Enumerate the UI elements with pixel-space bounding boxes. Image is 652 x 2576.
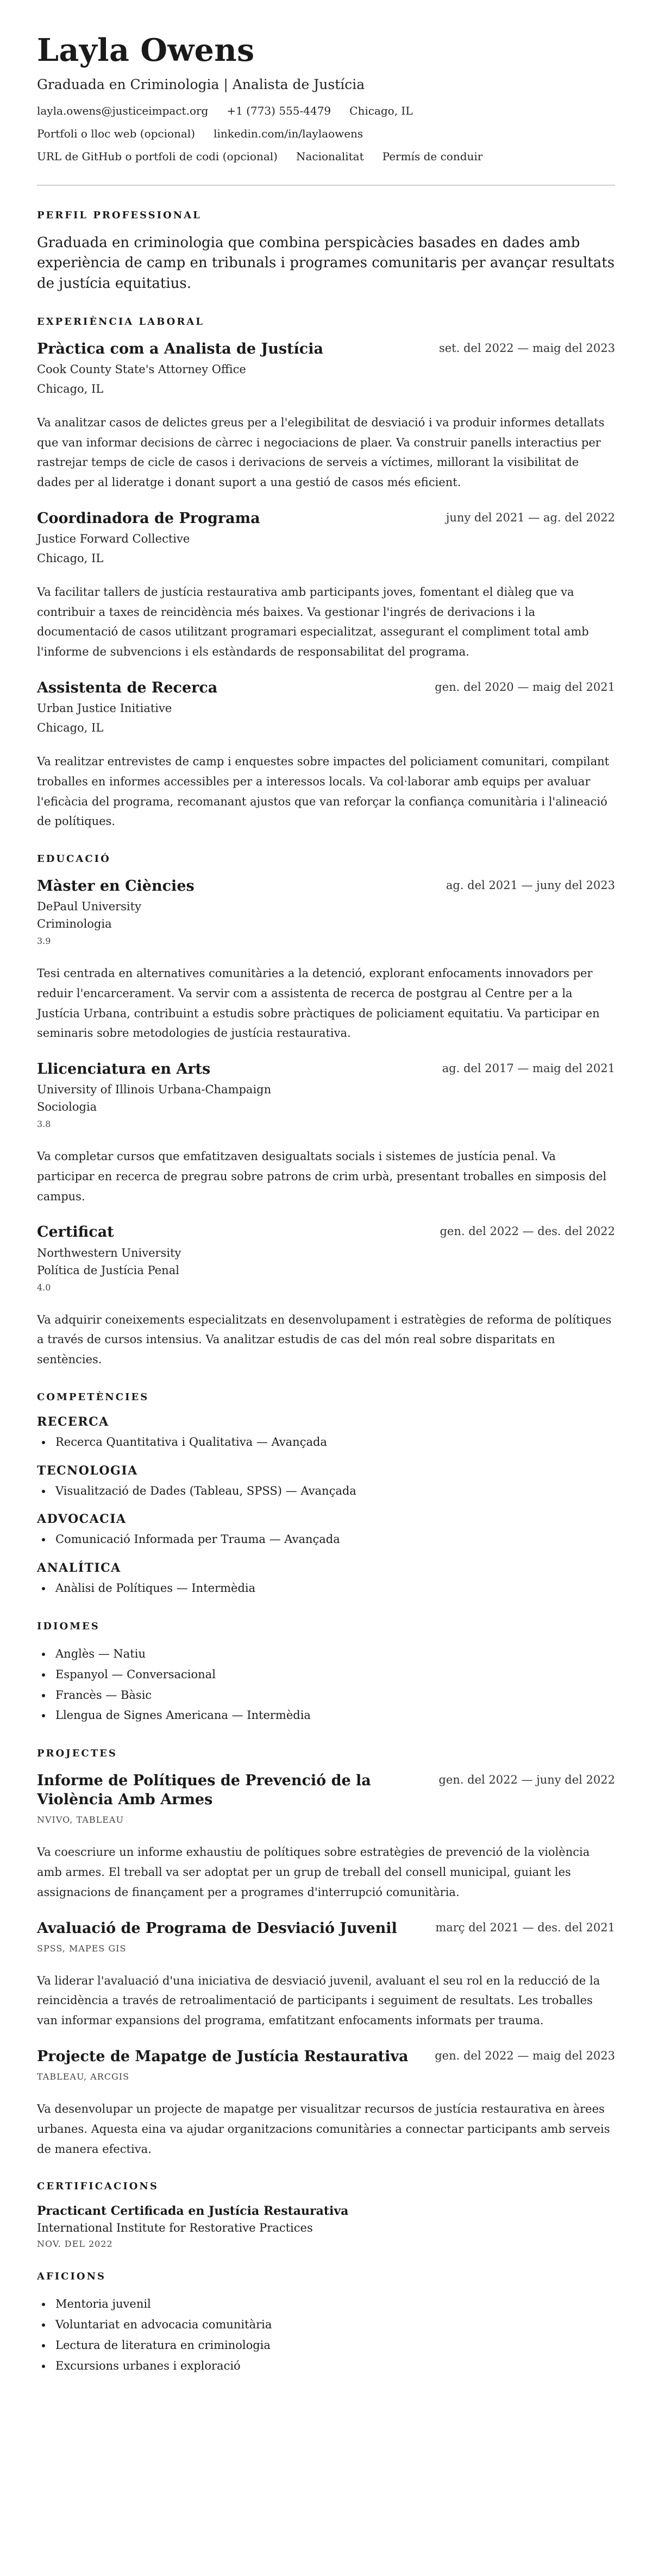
language-item: • Anglès — Natiu <box>52 1644 615 1665</box>
certification-entry <box>37 2204 615 2249</box>
degree-title: Certificat <box>37 1224 114 1241</box>
skill-item: • Anàlisi de Polítiques — Intermèdia <box>52 1578 615 1599</box>
section-title-education: EDUCACIÓ <box>37 853 111 865</box>
skill-group <box>37 1464 615 1502</box>
contact-nationality: Nacionalitat <box>296 149 364 163</box>
hobby-item: • Voluntariat en advocacia comunitària <box>52 2315 615 2335</box>
contact-linkedin[interactable]: linkedin.com/in/laylaowens <box>214 127 363 140</box>
headline: Graduada en Criminologia | Analista de Justícia <box>37 76 365 92</box>
contact-phone[interactable]: +1 (773) 555-4479 <box>227 104 331 117</box>
job-location: Chicago, IL <box>37 382 104 395</box>
degree-description: Tesi centrada en alternatives comunitàries a la detenció, explorant enfocaments innovadors per reduir l'encarcerament. Va servir com a assistenta de recerca de postgrau al Centre per a la Justícia Urbana, contribuint a estudis sobre pràctiques de policiament equitatiu. Va participar en seminaris sobre metodologies de justícia restaurativa. <box>37 967 600 1040</box>
candidate-name: Layla Owens <box>37 32 255 68</box>
field-of-study: Sociologia <box>37 1100 97 1114</box>
project-entry <box>37 2047 615 2159</box>
education-entry <box>37 1060 615 1206</box>
experience-entry <box>37 509 615 662</box>
skill-item: • Comunicació Informada per Trauma — Avançada <box>52 1529 615 1550</box>
education-entry <box>37 877 615 1043</box>
skill-category: RECERCA <box>37 1414 109 1429</box>
degree-title: Màster en Ciències <box>37 878 195 895</box>
section-title-hobbies: AFICIONS <box>37 2271 106 2283</box>
project-dates: gen. del 2022 — maig del 2023 <box>435 2049 615 2062</box>
project-description: Va coescriure un informe exhaustiu de polítiques sobre estratègies de prevenció de la violència amb armes. El treball va ser adoptat per un grup de treball del consell municipal, guiant les assignacions de finançament per a programes d'interrupció comunitària. <box>37 1846 590 1899</box>
degree-description: Va completar cursos que emfatitzaven desigualtats socials i sistemes de justícia penal. Va participar en recerca de pregrau sobre patrons de crim urbà, presentant troballes en simposis del campus. <box>37 1150 607 1203</box>
education-entry <box>37 1223 615 1369</box>
degree-dates: ag. del 2021 — juny del 2023 <box>446 879 615 892</box>
languages-section <box>37 1621 615 1726</box>
contact-location: Chicago, IL <box>349 104 413 117</box>
contact-driving-license: Permís de conduir <box>382 149 483 163</box>
job-employer: Urban Justice Initiative <box>37 702 172 715</box>
education-section <box>37 853 615 1370</box>
language-item: • Llengua de Signes Americana — Intermèdia <box>52 1705 615 1726</box>
hobbies-section <box>37 2271 615 2376</box>
contact-email[interactable]: layla.owens@justiceimpact.org <box>37 104 209 117</box>
job-location: Chicago, IL <box>37 721 104 735</box>
institution: University of Illinois Urbana-Champaign <box>37 1083 272 1097</box>
skills-section <box>37 1391 615 1599</box>
project-description: Va liderar l'avaluació d'una iniciativa de desviació juvenil, avaluant el seu rol en la reducció de la reincidència a través de retroalimentació de participants i seguiment de resultats. Les troballes van informar expansions del programa, emfatitzant enfocaments informats per trauma. <box>37 1974 600 2027</box>
job-title: Coordinadora de Programa <box>37 509 260 527</box>
summary-text: Graduada en criminologia que combina perspicàcies basades en dades amb experiència de camp en tribunals i programes comunitaris per avançar resultats de justícia equitatius. <box>37 234 615 292</box>
project-title: Informe de Polítiques de Prevenció de la Violència Amb Armes <box>37 1772 371 1809</box>
project-entry <box>37 1919 615 2031</box>
job-dates: juny del 2021 — ag. del 2022 <box>446 511 615 524</box>
skill-group <box>37 1415 615 1453</box>
job-location: Chicago, IL <box>37 551 104 565</box>
hobby-item: • Excursions urbanes i exploració <box>52 2356 615 2377</box>
project-tools: TABLEAU, ARCGIS <box>37 2071 130 2082</box>
language-item: • Francès — Bàsic <box>52 1685 615 1706</box>
job-employer: Cook County State's Attorney Office <box>37 362 246 376</box>
contact-github[interactable]: URL de GitHub o portfoli de codi (opcional) <box>37 149 278 163</box>
grade: 3.9 <box>37 936 51 947</box>
project-description: Va desenvolupar un projecte de mapatge per visualitzar recursos de justícia restaurativa en àrees urbanes. Aquesta eina va ajudar organitzacions comunitàries a connectar participants amb serveis de manera efectiva. <box>37 2102 610 2156</box>
certifications-section <box>37 2181 615 2249</box>
degree-title: Llicenciatura en Arts <box>37 1061 211 1078</box>
section-title-skills: COMPETÈNCIES <box>37 1391 149 1403</box>
job-description: Va facilitar tallers de justícia restaurativa amb participants joves, fomentant el diàleg que va contribuir a taxes de reincidència més baixes. Va gestionar l'ingrés de derivacions i la documentació de casos utilitzant programari especialitzat, assegurant el compliment total amb l'informe de subvencions i els estàndards de responsabilitat del programa. <box>37 585 589 659</box>
skill-group <box>37 1512 615 1550</box>
hobby-item: • Mentoria juvenil <box>52 2294 615 2315</box>
institution: Northwestern University <box>37 1246 181 1259</box>
job-description: Va analitzar casos de delictes greus per a l'elegibilitat de desviació i va produir informes detallats que van informar decisions de càrrec i negociacions de plaer. Va construir panells interactius per rastrejar temps de cicle de casos i derivacions de serveis a víctimes, millorant la visibilitat de dades per al lideratge i donant suport a una gestió de casos més eficient. <box>37 415 605 489</box>
job-dates: set. del 2022 — maig del 2023 <box>438 341 615 355</box>
job-description: Va realitzar entrevistes de camp i enquestes sobre impactes del policiament comunitari, compilant troballes en informes accessibles per a interessos locals. Va col·laborar amb equips per avaluar l'eficàcia del programa, recomanant ajustos que van reforçar la confiança comunitària i l'alineació de polítiques. <box>37 755 610 828</box>
job-title: Assistenta de Recerca <box>37 679 218 696</box>
job-dates: gen. del 2020 — maig del 2021 <box>435 680 615 694</box>
project-dates: gen. del 2022 — juny del 2022 <box>438 1773 615 1787</box>
header-divider <box>37 185 615 186</box>
contact-row-2 <box>37 127 615 140</box>
grade: 3.8 <box>37 1119 51 1130</box>
section-title-certifications: CERTIFICACIONS <box>37 2181 159 2193</box>
hobbies-list <box>37 2294 615 2376</box>
field-of-study: Política de Justícia Penal <box>37 1263 179 1277</box>
skill-category: ADVOCACIA <box>37 1512 127 1527</box>
degree-dates: gen. del 2022 — des. del 2022 <box>440 1225 615 1238</box>
certification-title: Practicant Certificada en Justícia Restaurativa <box>37 2204 349 2219</box>
project-dates: març del 2021 — des. del 2021 <box>435 1920 615 1934</box>
grade: 4.0 <box>37 1282 51 1293</box>
section-title-projects: PROJECTES <box>37 1748 117 1760</box>
projects-section <box>37 1748 615 2159</box>
contact-portfolio[interactable]: Portfoli o lloc web (opcional) <box>37 127 196 140</box>
skill-item: • Recerca Quantitativa i Qualitativa — Avançada <box>52 1432 615 1453</box>
project-title: Avaluació de Programa de Desviació Juvenil <box>37 1919 397 1937</box>
project-title: Projecte de Mapatge de Justícia Restaurativa <box>37 2048 409 2065</box>
project-tools: SPSS, MAPES GIS <box>37 1943 127 1954</box>
degree-dates: ag. del 2017 — maig del 2021 <box>442 1062 615 1075</box>
hobby-item: • Lectura de literatura en criminologia <box>52 2335 615 2356</box>
experience-section <box>37 316 615 832</box>
section-title-languages: IDIOMES <box>37 1621 100 1632</box>
certification-date: NOV. DEL 2022 <box>37 2239 113 2250</box>
field-of-study: Criminologia <box>37 917 112 931</box>
skill-item: • Visualització de Dades (Tableau, SPSS) — Avançada <box>52 1481 615 1502</box>
language-item: • Espanyol — Conversacional <box>52 1665 615 1685</box>
institution: DePaul University <box>37 900 141 914</box>
contact-row-3 <box>37 150 615 163</box>
job-title: Pràctica com a Analista de Justícia <box>37 340 323 357</box>
experience-entry <box>37 339 615 493</box>
project-entry <box>37 1771 615 1902</box>
degree-description: Va adquirir coneixements especialitzats en desenvolupament i estratègies de reforma de polítiques a través de cursos intensius. Va analitzar estudis de cas del món real sobre disparitats en sentències. <box>37 1313 612 1366</box>
contact-row-1 <box>37 104 615 117</box>
resume-header <box>37 34 615 163</box>
certification-issuer: International Institute for Restorative Practices <box>37 2221 313 2235</box>
languages-list <box>37 1644 615 1726</box>
section-title-experience: EXPERIÈNCIA LABORAL <box>37 316 204 327</box>
section-title-summary: PERFIL PROFESSIONAL <box>37 209 202 221</box>
project-tools: NVIVO, TABLEAU <box>37 1815 124 1825</box>
skill-group <box>37 1561 615 1599</box>
skill-category: TECNOLOGIA <box>37 1463 138 1478</box>
summary-section <box>37 210 615 294</box>
job-employer: Justice Forward Collective <box>37 532 190 545</box>
experience-entry <box>37 678 615 832</box>
skill-category: ANALÍTICA <box>37 1561 121 1576</box>
